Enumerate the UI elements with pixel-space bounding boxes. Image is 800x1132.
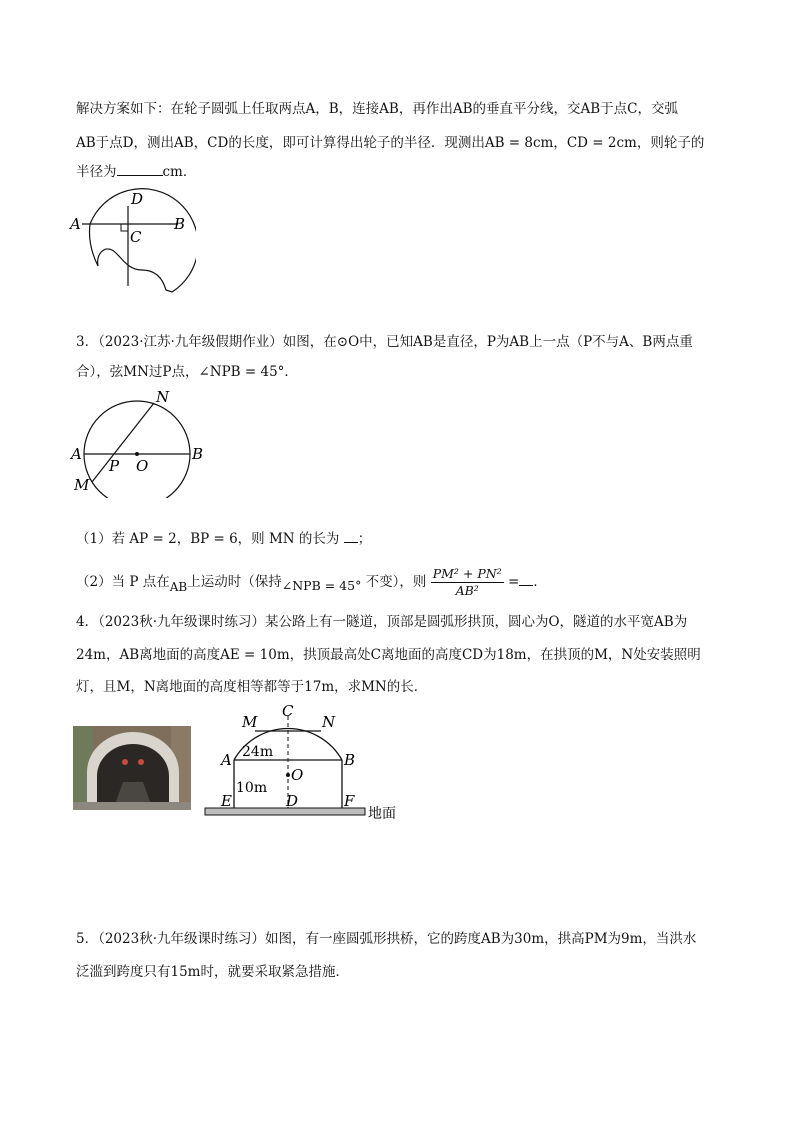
label-a: A [70,215,81,233]
label-width: 24m [242,744,274,760]
label-o: O [136,457,149,475]
label-ground: 地面 [368,806,396,820]
circle-o [84,401,190,498]
p2-line-1: 解决方案如下：在轮子圆弧上任取两点A，B，连接AB，再作出AB的垂直平分线，交AB于点C，交弧 [76,101,679,117]
circle-figure [66,388,216,498]
q4-line-1: 4．（2023秋·九年级课时练习）某公路上有一隧道，顶部是圆弧形拱顶，圆心为O，隧道的水平宽AB为 [76,614,688,630]
right-angle-mark [121,224,128,231]
label-o: O [291,766,304,784]
label-m: M [242,713,258,731]
label-c: C [130,228,142,246]
q5-line-2: 泛滥到跨度只有15m时，就要采取紧急措施． [76,964,349,980]
label-m: M [74,476,90,494]
label-b: B [344,751,356,769]
label-b: B [174,215,186,233]
fraction: $\frac{\text{PM² + PN²}}{\text{AB²}}$ [432,566,502,598]
q4-line-3: 灯，且M，N离地面的高度相等都等于17m，求MN的长． [76,679,428,695]
q3-line-2: 合），弦MN过P点，∠NPB = 45°． [76,364,298,380]
label-b: B [192,445,204,463]
label-n: N [322,713,336,731]
q3-line-1: 3．（2023·江苏·九年级假期作业）如图，在⊙O中，已知AB是直径，P为AB上一点（P不与A、B两点重 [76,334,693,350]
answer-blank[interactable] [344,530,358,543]
label-f: F [344,792,355,810]
p2-line-3: 半径为 cm． [76,164,197,180]
label-a: A [221,751,232,769]
center-o [286,773,290,777]
p2-line-2: AB于点D，测出AB，CD的长度，即可计算得出轮子的半径．现测出AB = 8cm，CD = 2cm，则轮子的 [76,135,705,151]
center-point [135,452,139,456]
wheel-figure [66,188,196,300]
label-n: N [156,388,170,406]
label-d: D [286,792,299,810]
label-a: A [71,445,82,463]
label-p: P [109,457,120,475]
tunnel-photo [73,726,191,810]
answer-blank[interactable] [519,573,533,586]
answer-blank[interactable] [117,163,163,176]
q5-line-1: 5．（2023秋·九年级课时练习）如图，有一座圆弧形拱桥，它的跨度AB为30m，拱高PM为9m，当洪水 [76,931,697,947]
q3-sub-1: （1）若 AP = 2，BP = 6，则 MN 的长为 ； [76,531,372,547]
label-height: 10m [236,780,268,796]
label-e: E [221,792,232,810]
label-d: D [131,190,144,208]
label-c: C [282,702,294,720]
q4-line-2: 24m，AB离地面的高度AE = 10m，拱顶最高处C离地面的高度CD为18m，在拱顶的M，N处安装照明 [76,647,701,663]
q3-sub-2: （2）当 P 点在AB上运动时（保持∠NPB = 45° 不变），则 $\frac{\text{PM² + PN²}}{\text{AB²}}$ = ． [76,566,547,598]
tunnel-diagram [200,700,410,820]
